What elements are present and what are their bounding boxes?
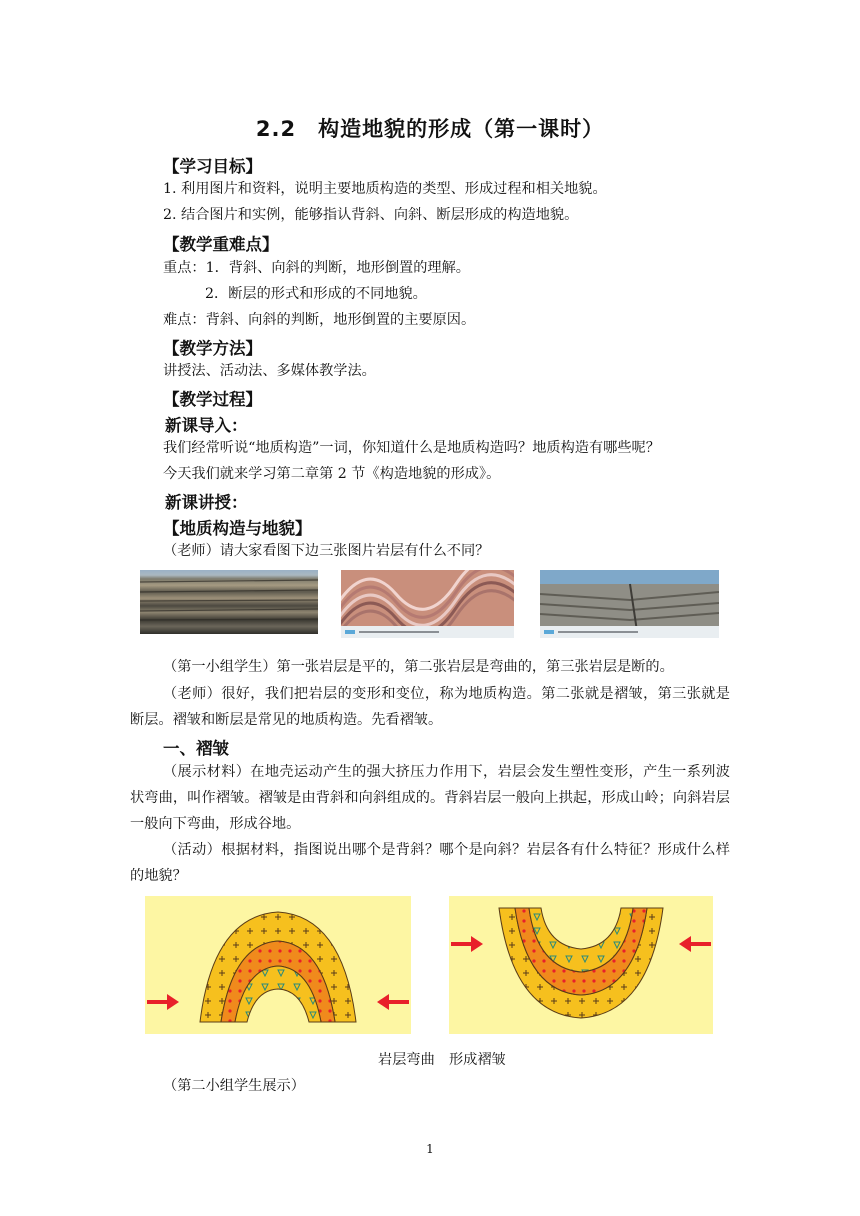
teacher-question: （老师）请大家看图下边三张图片岩层有什么不同？ <box>163 543 490 559</box>
fold-heading: 一、褶皱 <box>163 739 229 758</box>
material-paragraph: （展示材料）在地壳运动产生的强大挤压力作用下，岩层会发生塑性变形，产生一系列波状弯曲，叫作褶皱。褶皱是由背斜和向斜组成的。背斜岩层一般向上拱起，形成山岭；向斜岩层一般向下弯曲，形成谷地。 <box>130 764 730 832</box>
difficulty-line: 难点：背斜、向斜的判断，地形倒置的主要原因。 <box>163 312 476 328</box>
push-arrow-left-icon <box>377 994 409 1010</box>
objectives-heading: 【学习目标】 <box>163 157 262 176</box>
intro-line: 我们经常听说“地质构造”一词，你知道什么是地质构造吗？地质构造有哪些呢？ <box>163 440 660 456</box>
student-answer-2: （第二小组学生展示） <box>163 1078 305 1094</box>
page-title: 2.2 构造地貌的形成（第一课时） <box>255 117 605 141</box>
fold-caption: 岩层弯曲 形成褶皱 <box>378 1052 506 1068</box>
folded-strata-photo <box>341 570 514 638</box>
teacher-explanation: （老师）很好，我们把岩层的变形和变位，称为地质构造。第二张就是褶皱，第三张就是断层。褶皱和断层是常见的地质构造。先看褶皱。 <box>130 686 730 728</box>
activity-paragraph: （活动）根据材料，指图说出哪个是背斜？哪个是向斜？岩层各有什么特征？形成什么样的地貌？ <box>130 842 730 884</box>
page-number: 1 <box>426 1142 434 1156</box>
focus-line-1: 重点：1．背斜、向斜的判断，地形倒置的理解。 <box>163 260 470 276</box>
syncline-diagram <box>449 896 713 1034</box>
process-heading: 【教学过程】 <box>163 390 262 409</box>
flat-strata-photo <box>140 570 318 634</box>
push-arrow-left-icon <box>679 936 711 952</box>
intro-line: 今天我们就来学习第二章第 2 节《构造地貌的形成》。 <box>163 466 501 482</box>
push-arrow-right-icon <box>147 994 179 1010</box>
methods-text: 讲授法、活动法、多媒体教学法。 <box>163 363 376 379</box>
intro-heading: 新课导入： <box>165 416 248 435</box>
student-answer-1: （第一小组学生）第一张岩层是平的，第二张岩层是弯曲的，第三张岩层是断的。 <box>163 659 674 675</box>
faulted-strata-photo <box>540 570 719 638</box>
section-heading: 【地质构造与地貌】 <box>163 519 312 538</box>
push-arrow-right-icon <box>451 936 483 952</box>
key-points-heading: 【教学重难点】 <box>163 235 279 254</box>
objective-item: 1. 利用图片和资料，说明主要地质构造的类型、形成过程和相关地貌。 <box>163 181 607 197</box>
focus-line-2: 2．断层的形式和形成的不同地貌。 <box>205 286 427 302</box>
lecture-heading: 新课讲授： <box>165 493 248 512</box>
anticline-diagram <box>145 896 411 1034</box>
objective-item: 2. 结合图片和实例，能够指认背斜、向斜、断层形成的构造地貌。 <box>163 207 579 223</box>
methods-heading: 【教学方法】 <box>163 339 262 358</box>
